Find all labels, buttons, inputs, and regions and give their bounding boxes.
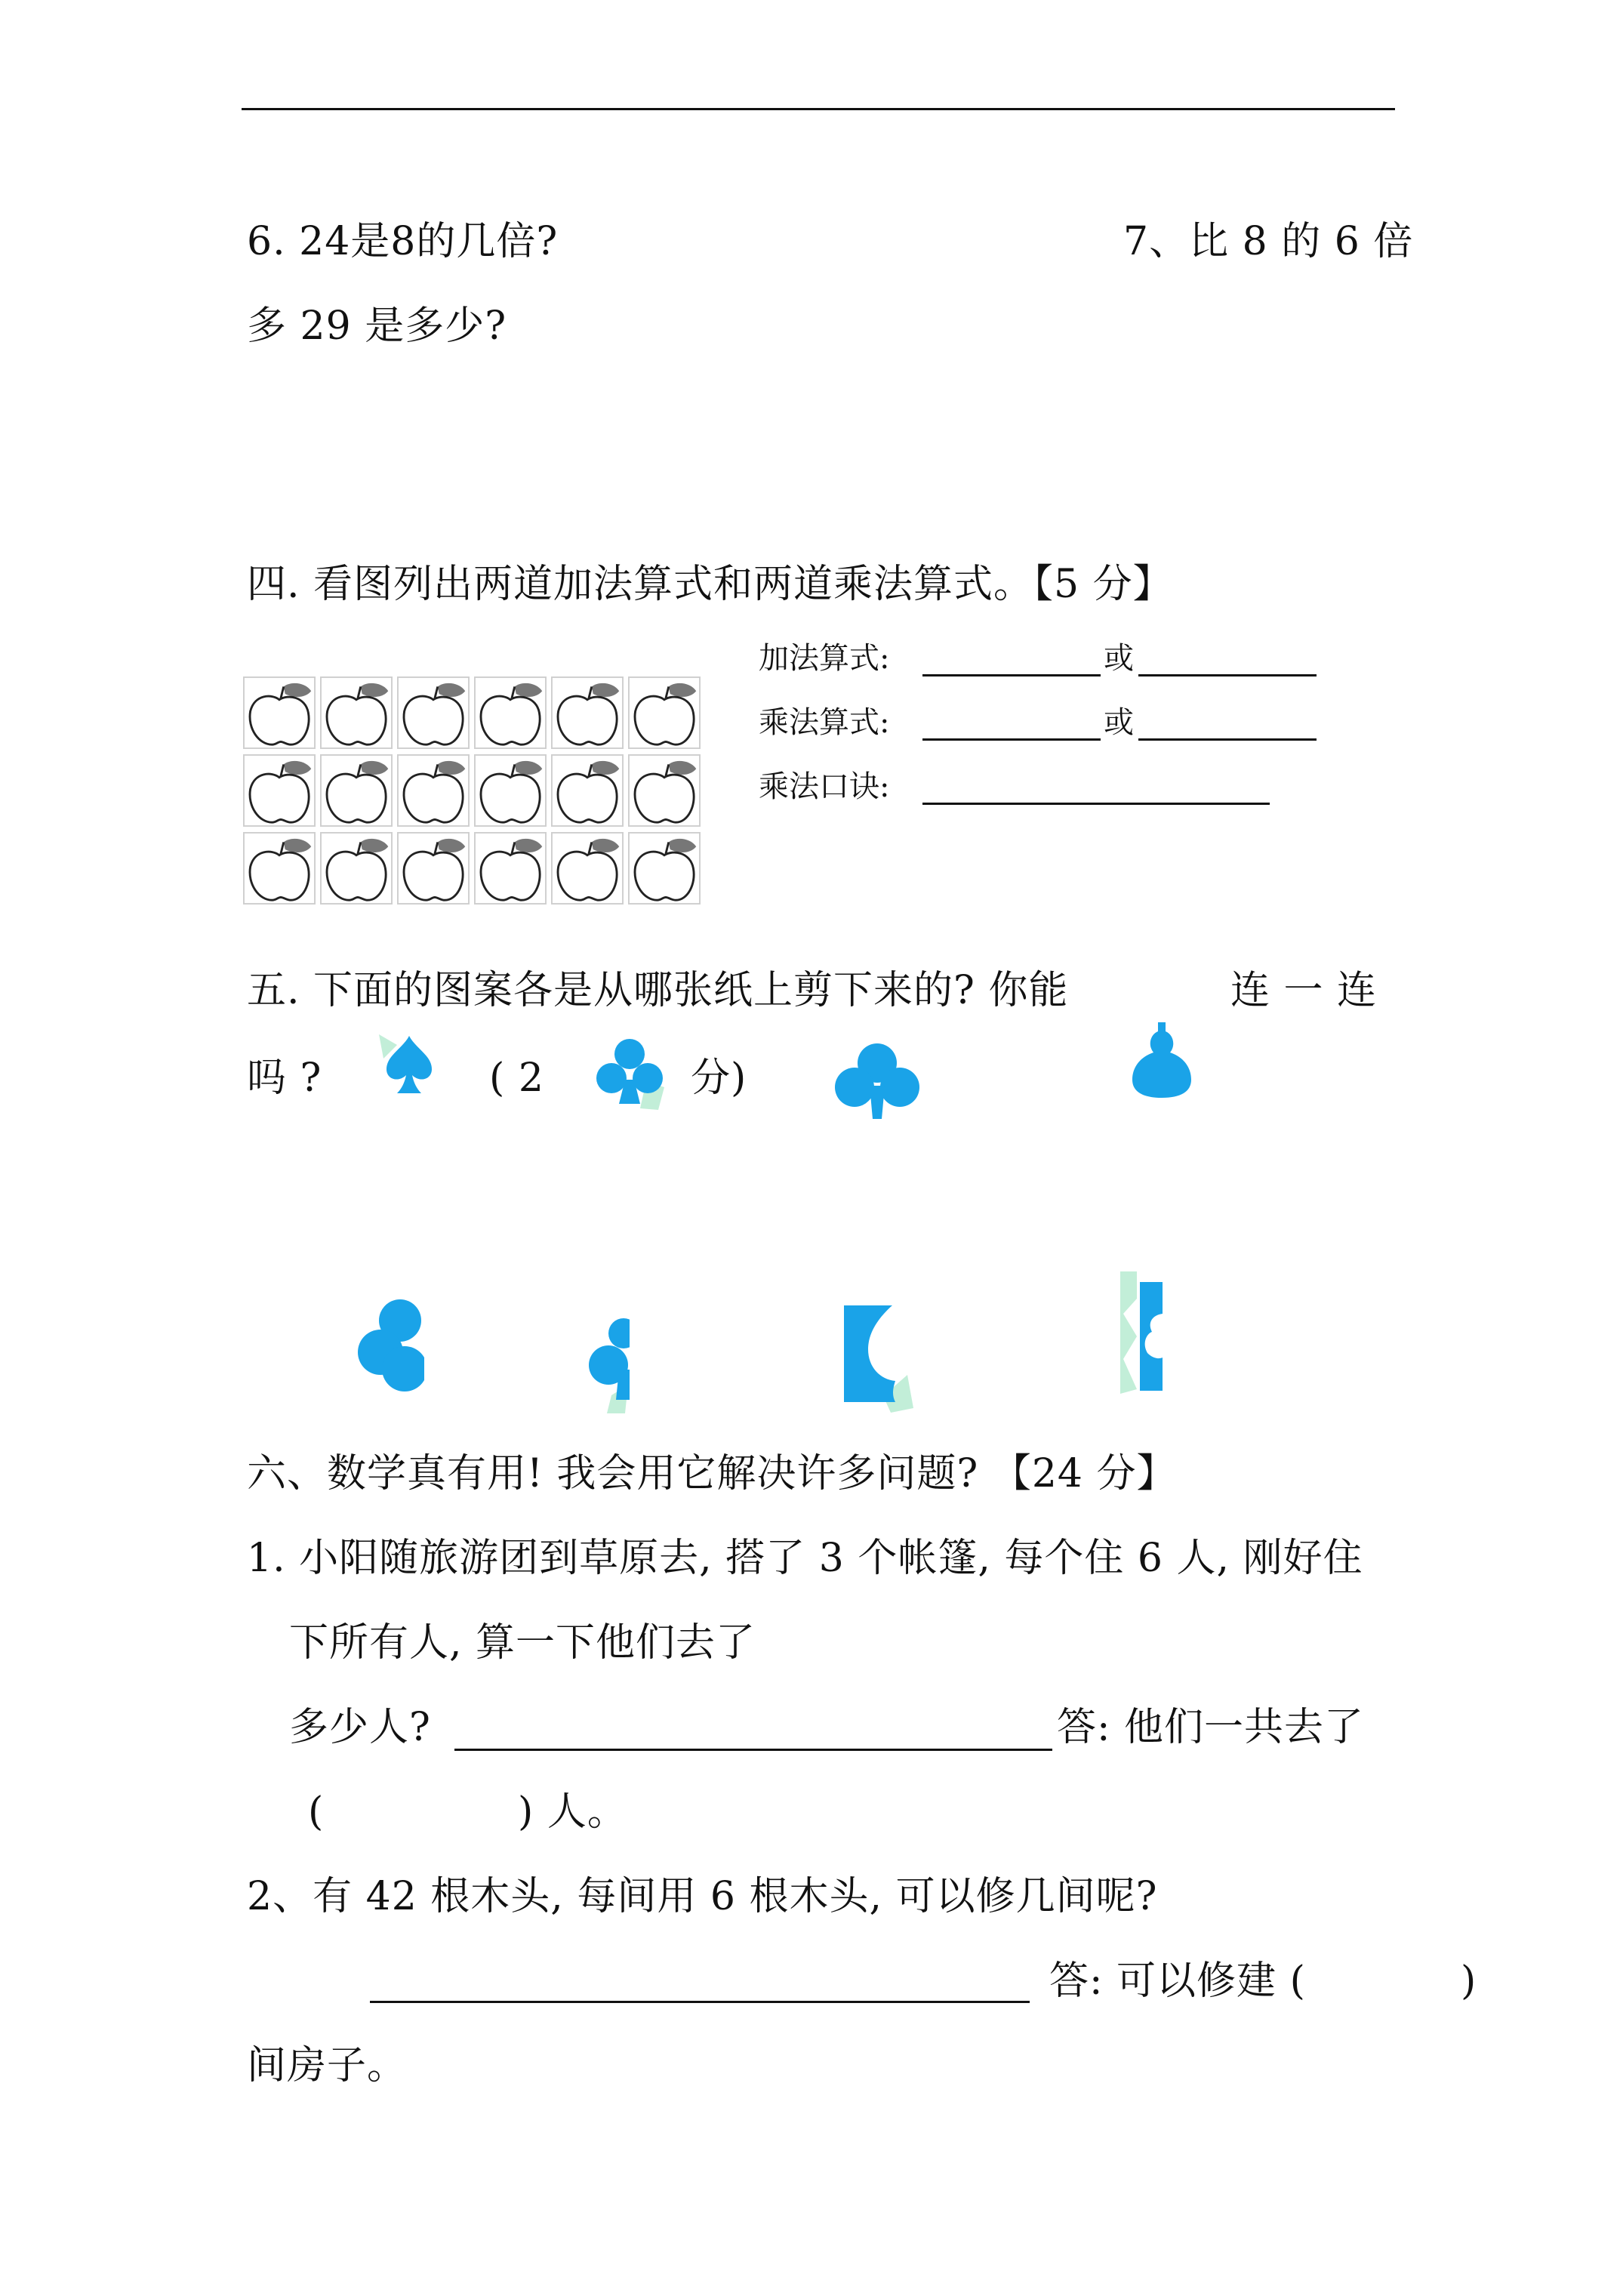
half-spade-icon[interactable]	[838, 1302, 929, 1416]
half-club-icon[interactable]	[581, 1312, 642, 1418]
question-6: 6. 24是8的几倍?	[247, 219, 559, 264]
problem2-close: )	[1461, 1959, 1477, 2004]
mul-or: 或	[1104, 705, 1134, 740]
apple-icon	[243, 832, 316, 905]
section5-title-part3: 吗 ?	[247, 1056, 322, 1101]
apple-icon	[320, 676, 393, 749]
rhyme-blank[interactable]	[922, 803, 1270, 805]
apple-icon	[628, 676, 701, 749]
section5-points-close: 分)	[691, 1056, 747, 1101]
section6-title: 六、数学真有用! 我会用它解决许多问题? 【24 分】	[247, 1451, 1177, 1496]
apple-icon	[551, 832, 624, 905]
apple-icon	[397, 754, 470, 827]
rhyme-label: 乘法口诀:	[759, 769, 890, 804]
apple-icon	[628, 832, 701, 905]
apple-icon	[474, 832, 547, 905]
half-trefoil-icon[interactable]	[355, 1295, 430, 1401]
apple-icon	[474, 676, 547, 749]
header-rule	[242, 108, 1395, 110]
problem1-line4-close: ) 人。	[518, 1789, 627, 1835]
problem2-answer: 答: 可以修建 (	[1049, 1959, 1306, 2004]
mul-label: 乘法算式:	[759, 705, 890, 740]
apple-icon	[551, 676, 624, 749]
problem2-work-blank[interactable]	[370, 2001, 1030, 2003]
add-label: 加法算式:	[759, 641, 890, 676]
problem2-line1: 2、有 42 根木头, 每间用 6 根木头, 可以修几间呢?	[247, 1874, 1158, 1919]
apple-icon	[243, 676, 316, 749]
problem1-line2: 下所有人, 算一下他们去了	[289, 1620, 756, 1666]
add-or: 或	[1104, 641, 1134, 676]
gourd-icon[interactable]	[1128, 1019, 1196, 1102]
apple-icon	[243, 754, 316, 827]
question-7-start: 7、比 8 的 6 倍	[1123, 219, 1414, 264]
add-blank-1[interactable]	[922, 674, 1101, 676]
problem1-line1: 1. 小阳随旅游团到草原去, 搭了 3 个帐篷, 每个住 6 人, 刚好住	[247, 1536, 1363, 1581]
trefoil-icon[interactable]	[832, 1040, 922, 1123]
section5-title-part2: 连 一 连	[1230, 968, 1378, 1013]
section5-title-part1: 五. 下面的图案各是从哪张纸上剪下来的? 你能	[247, 968, 1069, 1013]
problem1-work-blank[interactable]	[454, 1749, 1052, 1751]
club-icon[interactable]	[586, 1034, 676, 1117]
apple-icon	[397, 676, 470, 749]
apple-icon	[474, 754, 547, 827]
problem2-answer-blank[interactable]	[1351, 1963, 1457, 2004]
apple-icon	[551, 754, 624, 827]
add-blank-2[interactable]	[1138, 674, 1317, 676]
problem1-line3-prefix: 多少人?	[289, 1705, 431, 1750]
section5-points-open: ( 2	[489, 1056, 544, 1101]
apple-grid	[243, 676, 711, 911]
problem1-line4-open: (	[308, 1789, 325, 1835]
problem2-line3: 间房子。	[247, 2043, 408, 2088]
spade-icon[interactable]	[371, 1027, 447, 1102]
problem1-answer: 答: 他们一共去了	[1057, 1705, 1365, 1750]
apple-icon	[628, 754, 701, 827]
problem1-answer-blank[interactable]	[332, 1794, 506, 1835]
mul-blank-1[interactable]	[922, 738, 1101, 741]
apple-icon	[320, 832, 393, 905]
mul-blank-2[interactable]	[1138, 738, 1317, 741]
section4-title: 四. 看图列出两道加法算式和两道乘法算式。【5 分】	[247, 562, 1173, 607]
apple-icon	[320, 754, 393, 827]
question-7-end: 多 29 是多少?	[247, 304, 507, 349]
apple-icon	[397, 832, 470, 905]
half-gourd-icon[interactable]	[1117, 1268, 1178, 1397]
